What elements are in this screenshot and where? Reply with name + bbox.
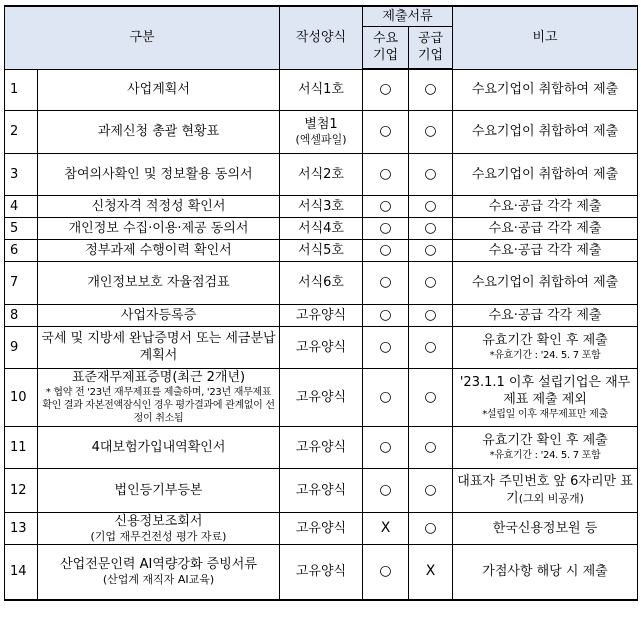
document-title: 표준재무제표증명(최근 2개년) (71, 370, 246, 385)
supply-mark: ○ (409, 195, 453, 217)
form-label: 서식6호 (298, 275, 344, 290)
header-form: 작성양식 (280, 6, 363, 69)
form-label: 고유양식 (295, 564, 347, 580)
document-title: 참여의사확인 및 정보활용 동의서 (64, 166, 253, 182)
document-name (38, 468, 280, 512)
document-name (38, 153, 280, 195)
document-name (38, 512, 280, 544)
document-name (38, 110, 280, 153)
document-title: 정부과제 수행이력 확인서 (85, 242, 232, 258)
note (453, 261, 638, 304)
form-type (280, 468, 363, 512)
form-label: 고유양식 (295, 339, 347, 355)
demand-mark: X (363, 512, 409, 544)
demand-mark: ○ (363, 110, 409, 153)
demand-mark: ○ (363, 468, 409, 512)
form-type (280, 304, 363, 326)
note-text: '23.1.1 이후 설립기업은 재무제표 제출 제외 (459, 374, 631, 407)
note (453, 110, 638, 153)
note-text: 수요·공급 각각 제출 (488, 242, 602, 258)
document-title: 개인정보 수집·이용·제공 동의서 (68, 220, 249, 236)
form-label: 서식2호 (298, 166, 344, 182)
note-text: 수요기업이 취합하여 제출 (471, 124, 619, 139)
row-number: 1 (5, 69, 38, 110)
supply-mark: ○ (409, 69, 453, 110)
form-label: 서식4호 (298, 220, 344, 236)
row-number: 3 (5, 153, 38, 195)
demand-mark: ○ (363, 261, 409, 304)
form-type (280, 239, 363, 261)
supply-mark: ○ (409, 217, 453, 239)
demand-mark: ○ (363, 426, 409, 468)
table-row (5, 468, 638, 512)
supply-mark: ○ (409, 512, 453, 544)
row-number: 4 (5, 195, 38, 217)
table-row (5, 69, 638, 110)
document-title: 개인정보보호 자율점검표 (87, 275, 230, 290)
row-number: 12 (5, 468, 38, 512)
table-row (5, 110, 638, 153)
demand-mark: ○ (363, 368, 409, 426)
document-title: 산업전문인력 AI역량강화 증빙서류 (60, 557, 257, 573)
table-row (5, 304, 638, 326)
document-title: 사업계획서 (127, 82, 190, 97)
form-type (280, 368, 363, 426)
table-row (5, 153, 638, 195)
note (453, 217, 638, 239)
header-category: 구분 (5, 6, 280, 69)
document-title: 법인등기부등본 (114, 482, 203, 498)
document-name (38, 69, 280, 110)
form-label: 고유양식 (295, 482, 347, 498)
form-label: 고유양식 (295, 520, 347, 536)
document-title: 신청자격 적정성 확인서 (91, 198, 226, 214)
supply-mark: ○ (409, 110, 453, 153)
document-subnote: (기업 재무건전성 평가 자료) (90, 529, 227, 543)
form-label: 별첨1 (304, 117, 338, 132)
supply-mark: ○ (409, 239, 453, 261)
submission-documents-table (4, 5, 638, 601)
note-text: 가점사항 해당 시 제출 (482, 564, 608, 580)
note-text: 한국신용정보원 등 (492, 520, 598, 536)
note-subtext: *유효기간 : '24. 5. 7 포함 (489, 350, 601, 361)
form-type (280, 326, 363, 368)
document-name (38, 426, 280, 468)
form-label: 서식1호 (298, 82, 344, 97)
demand-mark: ○ (363, 217, 409, 239)
note (453, 544, 638, 600)
note-text: 수요기업이 취합하여 제출 (471, 275, 619, 290)
document-subnote: * 협약 전 '23년 재무제표를 제출하며, '23년 재무제표 확인 결과 자본전액잠식인 경우 평가결과에 관계없이 선정이 취소됨 (42, 387, 275, 424)
table-row (5, 217, 638, 239)
note-text: 수요·공급 각각 제출 (488, 307, 602, 323)
form-type (280, 426, 363, 468)
form-type (280, 195, 363, 217)
document-title: 과제신청 총괄 현황표 (97, 124, 220, 139)
document-name (38, 304, 280, 326)
demand-mark: ○ (363, 544, 409, 600)
note (453, 69, 638, 110)
note-subtext: *유효기간 : '24. 5. 7 포함 (489, 450, 601, 461)
note-subtext: *설립일 이후 재무제표만 제출 (482, 408, 608, 420)
table-row (5, 368, 638, 426)
table-row (5, 426, 638, 468)
row-number: 9 (5, 326, 38, 368)
header-supply: 공급 기업 (409, 26, 453, 69)
document-name (38, 195, 280, 217)
header-demand: 수요 기업 (363, 26, 409, 69)
document-title: 국세 및 지방세 완납증명서 또는 세금분납계획서 (41, 331, 276, 363)
form-label: 서식5호 (298, 242, 344, 258)
table-row (5, 544, 638, 600)
form-label: 고유양식 (295, 439, 347, 455)
supply-mark: ○ (409, 326, 453, 368)
form-label: 고유양식 (295, 307, 347, 323)
table-row (5, 195, 638, 217)
note-text: 수요기업이 취합하여 제출 (471, 166, 619, 182)
document-name (38, 239, 280, 261)
supply-mark: ○ (409, 153, 453, 195)
supply-mark: ○ (409, 426, 453, 468)
row-number: 6 (5, 239, 38, 261)
note (453, 326, 638, 368)
row-number: 5 (5, 217, 38, 239)
demand-mark: ○ (363, 326, 409, 368)
form-subnote: (엑셀파일) (295, 133, 347, 146)
demand-mark: ○ (363, 304, 409, 326)
document-title: 신용정보조회서 (114, 513, 203, 529)
note (453, 512, 638, 544)
row-number: 10 (5, 368, 38, 426)
row-number: 11 (5, 426, 38, 468)
form-type (280, 544, 363, 600)
document-name (38, 368, 280, 426)
document-title: 4대보험가입내역확인서 (91, 439, 226, 455)
note-text: 수요·공급 각각 제출 (488, 198, 602, 214)
note (453, 426, 638, 468)
row-number: 7 (5, 261, 38, 304)
document-name (38, 326, 280, 368)
supply-mark: ○ (409, 261, 453, 304)
supply-mark: ○ (409, 304, 453, 326)
document-name (38, 544, 280, 600)
row-number: 14 (5, 544, 38, 600)
row-number: 2 (5, 110, 38, 153)
form-type (280, 261, 363, 304)
table-row (5, 512, 638, 544)
note-text: 수요기업이 취합하여 제출 (471, 82, 619, 97)
form-type (280, 153, 363, 195)
demand-mark: ○ (363, 69, 409, 110)
header-submission-docs: 제출서류 (363, 6, 453, 26)
demand-mark: ○ (363, 239, 409, 261)
note (453, 153, 638, 195)
form-label: 고유양식 (295, 389, 347, 405)
form-type (280, 512, 363, 544)
note-subtext: (그외 비공개) (518, 492, 584, 505)
document-title: 사업자등록증 (120, 307, 197, 323)
supply-mark: ○ (409, 368, 453, 426)
supply-mark: ○ (409, 468, 453, 512)
demand-mark: ○ (363, 195, 409, 217)
note-text: 유효기간 확인 후 제출 (482, 333, 608, 348)
note-text: 대표자 주민번호 앞 6자리만 표기 (457, 474, 633, 506)
note (453, 468, 638, 512)
row-number: 8 (5, 304, 38, 326)
note (453, 368, 638, 426)
header-note: 비고 (453, 6, 638, 69)
form-type (280, 110, 363, 153)
form-type (280, 217, 363, 239)
note (453, 195, 638, 217)
document-name (38, 261, 280, 304)
note-text: 유효기간 확인 후 제출 (482, 433, 608, 448)
document-name (38, 217, 280, 239)
demand-mark: ○ (363, 153, 409, 195)
table-row (5, 326, 638, 368)
note-text: 수요·공급 각각 제출 (488, 220, 602, 236)
supply-mark: X (409, 544, 453, 600)
note (453, 239, 638, 261)
table-row (5, 261, 638, 304)
table-row (5, 239, 638, 261)
form-label: 서식3호 (298, 198, 344, 214)
document-subnote: (산업계 재직자 AI교육) (102, 573, 215, 587)
form-type (280, 69, 363, 110)
note (453, 304, 638, 326)
row-number: 13 (5, 512, 38, 544)
